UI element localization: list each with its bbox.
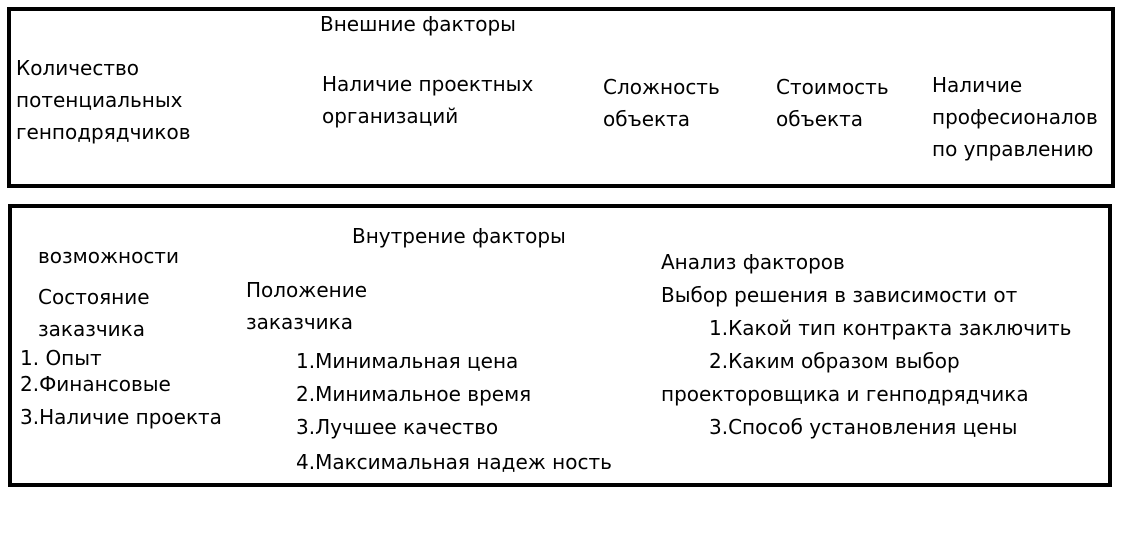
object-cost-label: Стоимость объекта bbox=[776, 75, 889, 131]
internal-factors-title: Внутрение факторы bbox=[352, 224, 566, 248]
capability-item: 1. Опыт bbox=[20, 346, 102, 370]
analysis-item: проекторовщика и генподрядчика bbox=[661, 382, 1029, 406]
capabilities-label: возможности bbox=[38, 244, 179, 268]
potential-contractors-label: Количество потенциальных генподрядчиков bbox=[16, 56, 191, 144]
position-item: 3.Лучшее качество bbox=[296, 415, 499, 439]
position-item: 2.Минимальное время bbox=[296, 382, 532, 406]
decision-choice-line: Выбор решения в зависимости от bbox=[661, 283, 1018, 307]
capability-item: 3.Наличие проекта bbox=[20, 405, 222, 429]
customer-state-label: Состояние заказчика bbox=[38, 285, 150, 341]
analysis-title: Анализ факторов bbox=[661, 250, 845, 274]
object-complexity-label: Сложность объекта bbox=[603, 75, 720, 131]
design-organizations-label: Наличие проектных организаций bbox=[322, 72, 534, 128]
capability-item: 2.Финансовые bbox=[20, 372, 171, 396]
position-item: 4.Максимальная надеж ность bbox=[296, 450, 612, 474]
analysis-item: 1.Какой тип контракта заключить bbox=[709, 316, 1072, 340]
external-factors-title: Внешние факторы bbox=[320, 12, 516, 36]
management-professionals-label: Наличие професионалов по управлению bbox=[932, 73, 1098, 161]
position-item: 1.Минимальная цена bbox=[296, 349, 519, 373]
customer-position-label: Положение заказчика bbox=[246, 278, 367, 334]
analysis-item: 3.Способ установления цены bbox=[709, 415, 1018, 439]
analysis-item: 2.Каким образом выбор bbox=[709, 349, 960, 373]
